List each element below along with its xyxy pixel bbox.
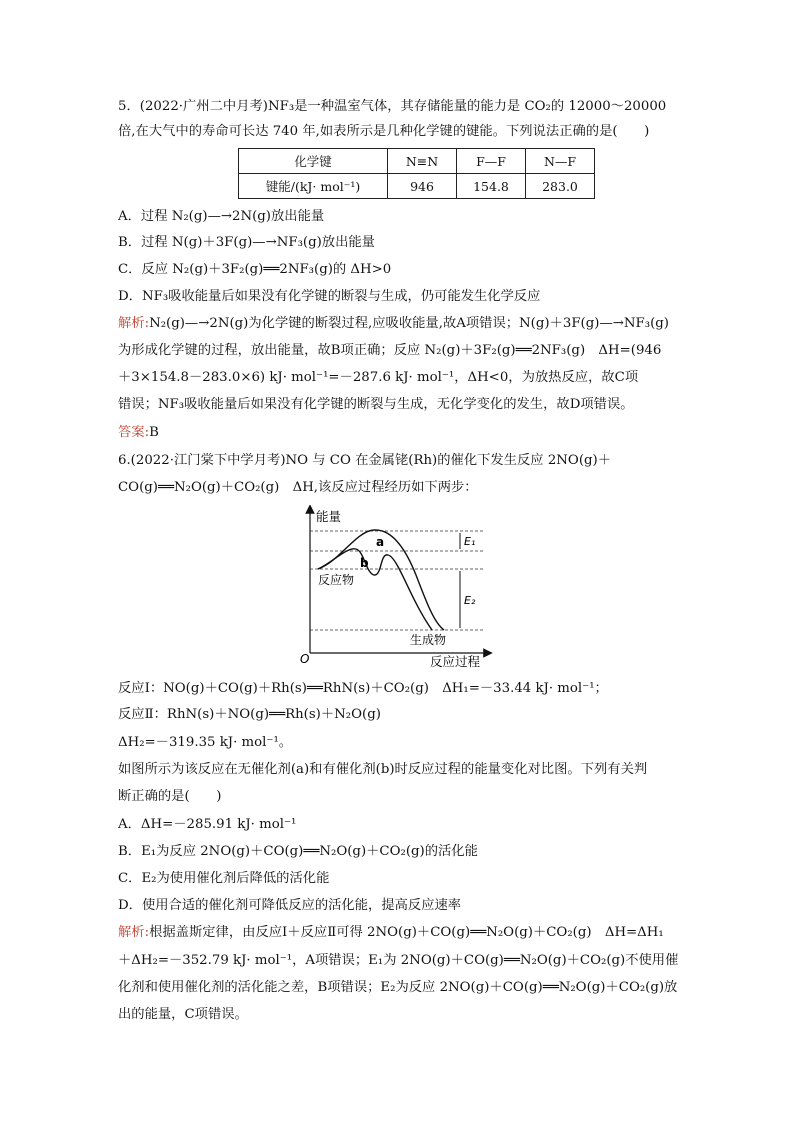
table-row — [239, 149, 595, 174]
q5-analysis-line1 — [118, 314, 678, 334]
q6-option-c: C．E₂为使用催化剂后降低的活化能 — [118, 871, 330, 886]
curve-a-label: a — [376, 535, 385, 549]
analysis-text: N₂(g)—→2N(g)为化学键的断裂过程,应吸收能量,故A项错误；N(g)＋3F(g)—→NF₃(g) — [149, 316, 669, 331]
table-cell: 键能/(kJ· mol⁻¹) — [239, 174, 388, 199]
reactant-label: 反应物 — [318, 573, 355, 587]
q5-stem-line1: 5．(2022·广州二中月考)NF₃是一种温室气体，其存储能量的能力是 CO₂的 12000～20000 — [118, 99, 667, 114]
table-row — [239, 174, 595, 199]
table-cell: N≡N — [388, 149, 457, 174]
q6-question-line1: 如图所示为该反应在无催化剂(a)和有催化剂(b)时反应过程的能量变化对比图。下列有关判 — [118, 762, 648, 777]
table-cell: 化学键 — [239, 149, 388, 174]
table-cell: F—F — [457, 149, 526, 174]
q6-stem-line1: 6.(2022·江门棠下中学月考)NO 与 CO 在金属铑(Rh)的催化下发生反应 2NO(g)＋ — [118, 453, 612, 468]
answer-value: B — [149, 425, 159, 440]
q5-answer — [118, 423, 678, 443]
q6-option-a: A．ΔH=－285.91 kJ· mol⁻¹ — [118, 817, 297, 832]
analysis-text: 根据盖斯定律，由反应Ⅰ＋反应Ⅱ可得 2NO(g)＋CO(g)══N₂O(g)＋CO₂(g) ΔH=ΔH₁ — [149, 925, 664, 940]
q6-analysis-line1 — [118, 923, 678, 943]
q5-option-b: B．过程 N(g)＋3F(g)—→NF₃(g)放出能量 — [118, 235, 375, 250]
product-label: 生成物 — [410, 633, 447, 647]
analysis-label: 解析: — [118, 925, 150, 940]
q5-option-a: A．过程 N₂(g)—→2N(g)放出能量 — [118, 209, 325, 224]
y-axis-label: 能量 — [316, 509, 342, 524]
q6-analysis-line3: 化剂和使用催化剂的活化能之差，B项错误；E₂为反应 2NO(g)＋CO(g)══N₂O(g)＋CO₂(g)放 — [118, 980, 678, 995]
analysis-label: 解析: — [118, 316, 150, 331]
bond-energy-table — [238, 148, 595, 199]
table-cell: N—F — [526, 149, 595, 174]
e2-label: E₂ — [464, 594, 476, 607]
e1-label: E₁ — [464, 535, 476, 548]
q6-reaction2: 反应Ⅱ：RhN(s)＋NO(g)══Rh(s)＋N₂O(g) — [118, 707, 381, 722]
curve-b-line — [318, 549, 432, 630]
q5-option-d: D．NF₃吸收能量后如果没有化学键的断裂与生成，仍可能发生化学反应 — [118, 289, 541, 304]
q6-stem-line2: CO(g)══N₂O(g)＋CO₂(g) ΔH,该反应过程经历如下两步： — [118, 480, 478, 495]
q5-analysis-line2: 为形成化学键的过程，放出能量，故B项正确；反应 N₂(g)＋3F₂(g)══2NF₃(g) ΔH=(946 — [118, 343, 662, 358]
q5-analysis-line3: ＋3×154.8－283.0×6) kJ· mol⁻¹=－287.6 kJ· mol⁻¹，ΔH<0，为放热反应，故C项 — [118, 370, 639, 385]
x-axis-label: 反应过程 — [430, 654, 481, 669]
table-cell: 946 — [388, 174, 457, 199]
q6-analysis-line2: ＋ΔH₂=－352.79 kJ· mol⁻¹，A项错误；E₁为 2NO(g)＋CO(g)══N₂O(g)＋CO₂(g)不使用催 — [118, 953, 679, 968]
table-cell: 283.0 — [526, 174, 595, 199]
answer-label: 答案: — [118, 425, 150, 440]
q6-reaction2-dh: ΔH₂=－319.35 kJ· mol⁻¹。 — [118, 735, 293, 750]
origin-label: O — [300, 652, 310, 666]
curve-b-label: b — [360, 556, 369, 570]
q6-option-b: B．E₁为反应 2NO(g)＋CO(g)══N₂O(g)＋CO₂(g)的活化能 — [118, 844, 478, 859]
q5-stem-line2: 倍,在大气中的寿命可长达 740 年,如表所示是几种化学键的键能。下列说法正确的是( ) — [118, 124, 650, 139]
q5-option-c: C．反应 N₂(g)＋3F₂(g)══2NF₃(g)的 ΔH>0 — [118, 262, 392, 277]
q6-option-d: D．使用合适的催化剂可降低反应的活化能，提高反应速率 — [118, 898, 462, 913]
table-cell: 154.8 — [457, 174, 526, 199]
q6-analysis-line4: 出的能量，C项错误。 — [118, 1007, 248, 1022]
energy-diagram — [292, 505, 502, 670]
q6-reaction1: 反应Ⅰ：NO(g)＋CO(g)＋Rh(s)══RhN(s)＋CO₂(g) ΔH₁=－33.44 kJ· mol⁻¹； — [118, 681, 608, 696]
q6-question-line2: 断正确的是( ) — [118, 789, 222, 804]
q5-analysis-line4: 错误；NF₃吸收能量后如果没有化学键的断裂与生成，无化学变化的发生，故D项错误。 — [118, 397, 634, 412]
